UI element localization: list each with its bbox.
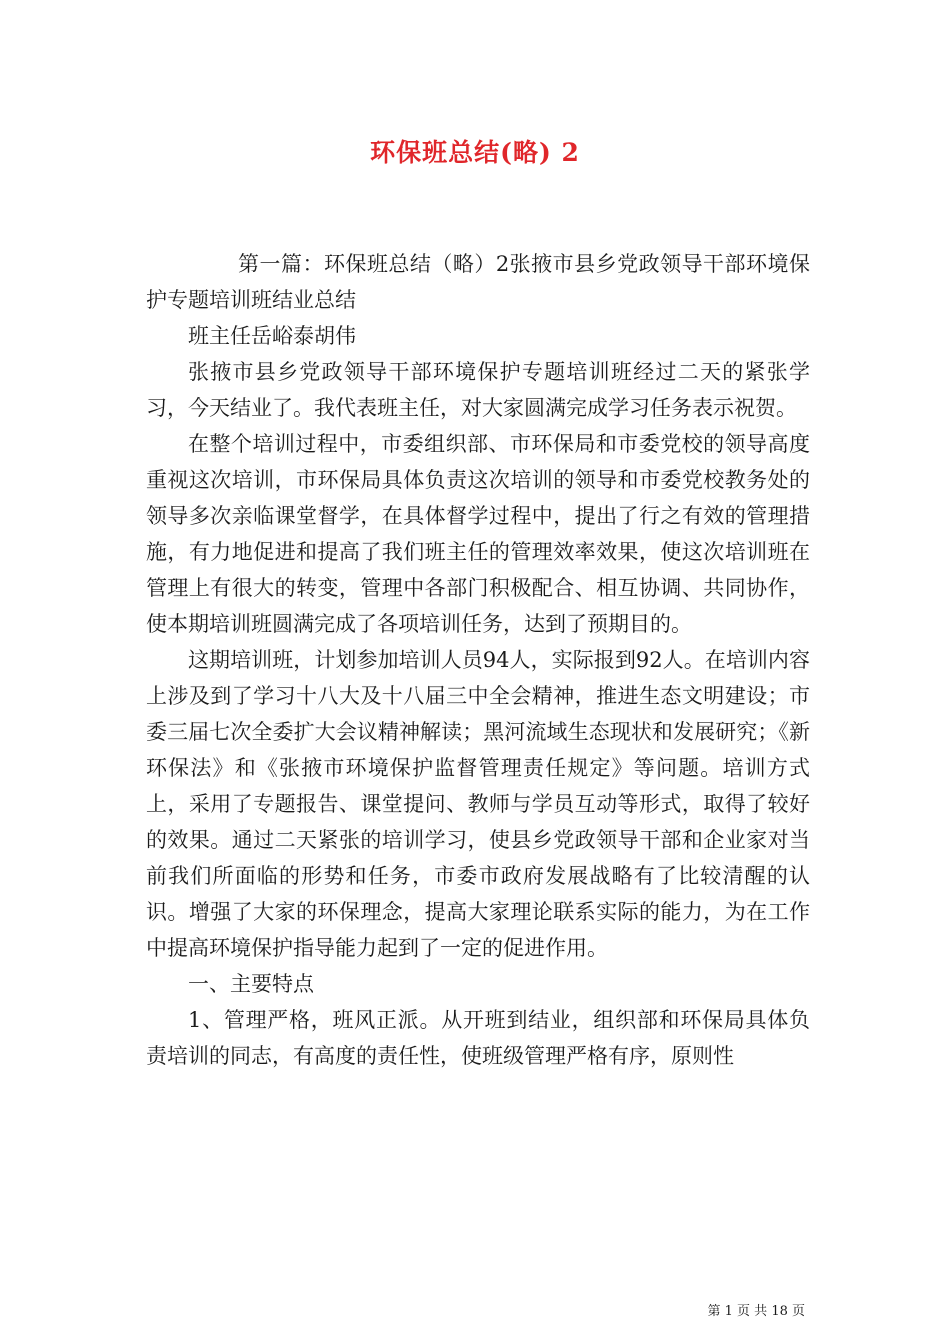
paragraph-opening: 张掖市县乡党政领导干部环境保护专题培训班经过二天的紧张学习，今天结业了。我代表班主任，对大家圆满完成学习任务表示祝贺。: [146, 360, 810, 420]
page-number: 第 1 页 共 18 页: [707, 1304, 805, 1319]
document-title: 环保班总结(略) 2: [370, 138, 580, 167]
section-heading-features: 一、主要特点: [188, 972, 314, 996]
paragraph-feature-1: 1、管理严格，班风正派。从开班到结业，组织部和环保局具体负责培训的同志，有高度的责任性，使班级管理严格有序，原则性: [146, 1008, 810, 1068]
paragraph-process: 在整个培训过程中，市委组织部、市环保局和市委党校的领导高度重视这次培训，市环保局具体负责这次培训的领导和市委党校教务处的领导多次亲临课堂督学，在具体督学过程中，提出了行之有效的管理措施，有力地促进和提高了我们班主任的管理效率效果，使这次培训班在管理上有很大的转变，管理中各部门积极配合、相互协调、共同协作，使本期培训班圆满完成了各项培训任务，达到了预期目的。: [146, 432, 810, 636]
paragraph-overview: 这期培训班，计划参加培训人员94人，实际报到92人。在培训内容上涉及到了学习十八大及十八届三中全会精神，推进生态文明建设；市委三届七次全委扩大会议精神解读；黑河流域生态现状和发展研究；《新环保法》和《张掖市环境保护监督管理责任规定》等问题。培训方式上，采用了专题报告、课堂提问、教师与学员互动等形式，取得了较好的效果。通过二天紧张的培训学习，使县乡党政领导干部和企业家对当前我们所面临的形势和任务，市委市政府发展战略有了比较清醒的认识。增强了大家的环保理念，提高大家理论联系实际的能力，为在工作中提高环境保护指导能力起到了一定的促进作用。: [146, 648, 810, 960]
document-body: [146, 246, 810, 1074]
paragraph-author: 班主任岳峪泰胡伟: [188, 324, 356, 348]
paragraph-intro: 第一篇：环保班总结（略）2张掖市县乡党政领导干部环境保护专题培训班结业总结: [146, 252, 810, 312]
